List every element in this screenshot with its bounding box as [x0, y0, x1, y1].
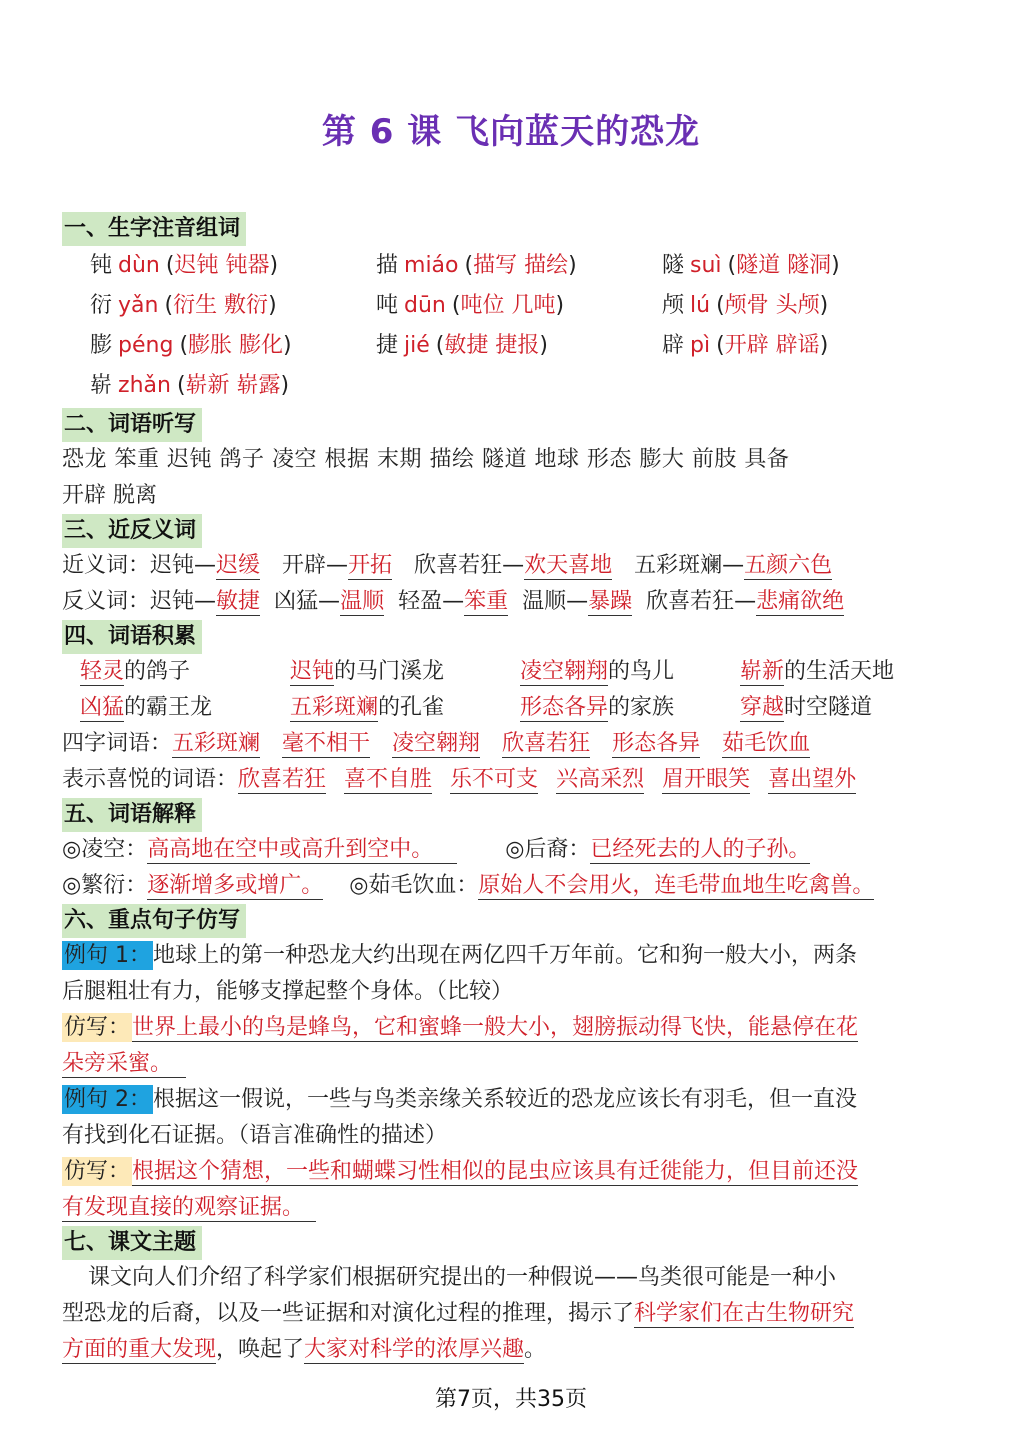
word-pair [274, 589, 384, 616]
word-pair: 敏捷 捷报 [444, 333, 540, 358]
word-pair: 开辟 辟谣 [724, 333, 820, 358]
word-pair [522, 589, 632, 616]
imitation-2 [62, 1154, 962, 1226]
word-pair: 膨胀 膨化 [188, 333, 284, 358]
phrase [740, 654, 970, 690]
section-heading: 七、课文主题 [62, 1226, 202, 1260]
phrase [290, 654, 520, 690]
theme-paragraph [62, 1260, 962, 1368]
phrase [520, 654, 740, 690]
imitation-tag: 仿写： [64, 1015, 131, 1040]
section-4 [62, 620, 962, 798]
pinyin: suì [690, 253, 722, 278]
paired-word: 温顺 [340, 589, 385, 614]
character: 隧 [662, 253, 685, 278]
character: 膨 [90, 333, 113, 358]
word: 喜出望外 [768, 767, 857, 792]
phrase [290, 690, 520, 726]
paired-word: 欢天喜地 [524, 553, 613, 578]
word-group: (衍生 敷衍) [164, 293, 277, 318]
pinyin: pì [690, 333, 711, 358]
phrase-rest: 的鸽子 [124, 659, 191, 684]
word-pair: 描写 描绘 [473, 253, 569, 278]
joy-label: 表示喜悦的词语： [62, 767, 239, 792]
paired-word: 暴躁 [588, 589, 633, 614]
imitation-text: 根据这个猜想，一些和蝴蝶习性相似的昆虫应该具有迁徙能力，但目前还没 [132, 1159, 859, 1184]
word: 喜不自胜 [344, 767, 433, 792]
phrase-word: 凶猛 [80, 695, 125, 720]
definition-line [62, 868, 962, 904]
word: 五彩斑斓— [634, 553, 745, 578]
phrase-rest: 的马门溪龙 [334, 659, 445, 684]
example-2 [62, 1082, 962, 1154]
imitation-text: 有发现直接的观察证据。 [62, 1195, 316, 1222]
char-entry [90, 366, 376, 406]
antonym-line [62, 584, 962, 620]
synonym-line [62, 548, 962, 584]
term: ◎繁衍： [62, 873, 148, 898]
word: 迟钝— [150, 589, 217, 614]
dictation-line: 恐龙 笨重 迟钝 鸽子 凌空 根据 末期 描绘 隧道 地球 形态 膨大 前肢 具备 [62, 447, 790, 472]
definition: 高高地在空中或高升到空中。 [147, 837, 457, 864]
word-pair [398, 589, 508, 616]
phrase-rest: 的生活天地 [784, 659, 895, 684]
phrase-rest: 时空隧道 [784, 695, 873, 720]
word: 欣喜若狂 [238, 767, 327, 792]
pinyin: miáo [404, 253, 459, 278]
word-pair [414, 553, 612, 580]
definition: 逐渐增多或增广。 [147, 873, 324, 898]
term: ◎后裔： [505, 837, 591, 862]
section-5 [62, 798, 962, 904]
word: 毫不相干 [282, 731, 371, 756]
phrase [740, 690, 970, 726]
word-pair [646, 589, 844, 616]
word: 迟钝— [150, 553, 217, 578]
paired-word: 迟缓 [216, 553, 261, 578]
word: 欣喜若狂 [502, 731, 591, 756]
word-group: (隧道 隧洞) [727, 253, 840, 278]
word: 欣喜若狂— [646, 589, 757, 614]
char-entry [90, 326, 376, 366]
section-heading: 六、重点句子仿写 [62, 904, 246, 938]
char-entry [376, 246, 662, 286]
theme-highlight: 科学家们在古生物研究 [634, 1301, 855, 1326]
page-number: 第7页，共35页 [435, 1387, 587, 1412]
word-pair: 迟钝 钝器 [174, 253, 270, 278]
word-pair: 隧道 隧洞 [736, 253, 832, 278]
word: 凶猛— [274, 589, 341, 614]
four-char-label: 四字词语： [62, 731, 173, 756]
word-group: (吨位 几吨) [451, 293, 565, 318]
theme-text: 型恐龙的后裔，以及一些证据和对演化过程的推理，揭示了 [62, 1301, 635, 1326]
theme-text: ，唤起了 [216, 1337, 305, 1362]
theme-text: 课文向人们介绍了科学家们根据研究提出的一种假说——鸟类很可能是一种小 [88, 1265, 837, 1290]
phrase-word: 凌空翱翔 [520, 659, 609, 684]
phrase-word: 穿越 [740, 695, 785, 720]
character: 辟 [662, 333, 685, 358]
word: 茹毛饮血 [722, 731, 811, 756]
phrase-word: 形态各异 [520, 695, 609, 720]
imitation-1 [62, 1010, 962, 1082]
word-pair: 颅骨 头颅 [724, 293, 820, 318]
pinyin: dūn [404, 293, 446, 318]
pinyin: zhǎn [118, 373, 171, 398]
char-grid [62, 246, 962, 406]
phrase-rest: 的家族 [608, 695, 675, 720]
section-heading: 一、生字注音组词 [62, 212, 246, 246]
theme-highlight: 方面的重大发现 [62, 1337, 217, 1362]
word-group: (开辟 辟谣) [716, 333, 829, 358]
word: 轻盈— [398, 589, 465, 614]
phrase [80, 654, 290, 690]
example-text: 有找到化石证据。（语言准确性的描述） [62, 1123, 448, 1148]
imitation-text: 朵旁采蜜。 [62, 1051, 186, 1078]
section-7 [62, 1226, 962, 1368]
pinyin: lú [690, 293, 711, 318]
paired-word: 悲痛欲绝 [756, 589, 845, 614]
example-text: 地球上的第一种恐龙大约出现在两亿四千万年前。它和狗一般大小，两条 [153, 943, 858, 968]
character: 崭 [90, 373, 113, 398]
joy-line [62, 762, 962, 798]
term: ◎凌空： [62, 837, 148, 862]
section-1 [62, 212, 962, 406]
dictation-line: 开辟 脱离 [62, 483, 157, 508]
character: 颅 [662, 293, 685, 318]
char-entry [376, 286, 662, 326]
char-entry [90, 246, 376, 286]
word: 开辟— [282, 553, 349, 578]
word: 凌空翱翔 [392, 731, 481, 756]
synonym-label: 近义词： [62, 553, 151, 578]
word: 五彩斑斓 [172, 731, 261, 756]
word: 乐不可支 [450, 767, 539, 792]
word-group: (膨胀 膨化) [179, 333, 292, 358]
phrase [520, 690, 740, 726]
word-pair: 衍生 敷衍 [173, 293, 269, 318]
imitation-text: 世界上最小的鸟是蜂鸟，它和蜜蜂一般大小，翅膀振动得飞快，能悬停在花 [132, 1015, 859, 1040]
definition: 原始人不会用火，连毛带血地生吃禽兽。 [478, 873, 875, 898]
paired-word: 五颜六色 [744, 553, 833, 578]
lesson-content [62, 212, 962, 1368]
word-pair [282, 553, 392, 580]
word: 欣喜若狂— [414, 553, 525, 578]
phrase-word: 五彩斑斓 [290, 695, 379, 720]
example-text: 根据这一假说，一些与鸟类亲缘关系较近的恐龙应该长有羽毛，但一直没 [153, 1087, 858, 1112]
phrase-word: 轻灵 [80, 659, 125, 684]
page-title: 第 6 课 飞向蓝天的恐龙 [321, 112, 701, 152]
word-group: (崭新 崭露) [176, 373, 290, 398]
word: 兴高采烈 [556, 767, 645, 792]
section-3 [62, 514, 962, 620]
word-pair [150, 589, 260, 616]
section-2 [62, 408, 962, 514]
paired-word: 开拓 [348, 553, 393, 578]
char-entry [662, 246, 952, 286]
phrase-grid [62, 654, 962, 726]
char-entry [90, 286, 376, 326]
phrase [80, 690, 290, 726]
word: 眉开眼笑 [662, 767, 751, 792]
word: 温顺— [522, 589, 589, 614]
theme-text: 。 [524, 1337, 547, 1362]
word-group: (描写 描绘) [464, 253, 577, 278]
imitation-tag: 仿写： [64, 1159, 131, 1184]
character: 吨 [376, 293, 399, 318]
character: 捷 [376, 333, 399, 358]
pinyin: yǎn [118, 293, 159, 318]
section-heading: 三、近反义词 [62, 514, 202, 548]
pinyin: dùn [118, 253, 160, 278]
word-pair [634, 553, 832, 580]
example-tag: 例句 1： [64, 943, 151, 968]
section-heading: 五、词语解释 [62, 798, 202, 832]
word: 形态各异 [612, 731, 701, 756]
word-pair [150, 553, 260, 580]
paired-word: 敏捷 [216, 589, 261, 614]
section-6 [62, 904, 962, 1226]
example-1 [62, 938, 962, 1010]
word-group: (敏捷 捷报) [435, 333, 548, 358]
theme-highlight: 大家对科学的浓厚兴趣 [304, 1337, 525, 1362]
example-text: 后腿粗壮有力，能够支撑起整个身体。（比较） [62, 979, 514, 1004]
word-group: (迟钝 钝器) [165, 253, 279, 278]
character: 钝 [90, 253, 113, 278]
phrase-rest: 的霸王龙 [124, 695, 213, 720]
character: 描 [376, 253, 399, 278]
phrase-word: 迟钝 [290, 659, 335, 684]
character: 衍 [90, 293, 113, 318]
definition: 已经死去的人的子孙。 [590, 837, 811, 862]
word-pair: 崭新 崭露 [185, 373, 281, 398]
char-entry [662, 326, 952, 366]
phrase-word: 崭新 [740, 659, 785, 684]
antonym-label: 反义词： [62, 589, 151, 614]
paired-word: 笨重 [464, 589, 509, 614]
word-group: (颅骨 头颅) [716, 293, 829, 318]
pinyin: péng [118, 333, 174, 358]
example-tag: 例句 2： [64, 1087, 151, 1112]
section-heading: 二、词语听写 [62, 408, 202, 442]
char-entry [662, 286, 952, 326]
section-heading: 四、词语积累 [62, 620, 202, 654]
char-entry [376, 326, 662, 366]
four-char-line [62, 726, 962, 762]
definition-line [62, 832, 962, 868]
term: ◎茹毛饮血： [349, 873, 479, 898]
pinyin: jié [404, 333, 430, 358]
phrase-rest: 的孔雀 [378, 695, 445, 720]
word-pair: 吨位 几吨 [460, 293, 556, 318]
phrase-rest: 的鸟儿 [608, 659, 675, 684]
